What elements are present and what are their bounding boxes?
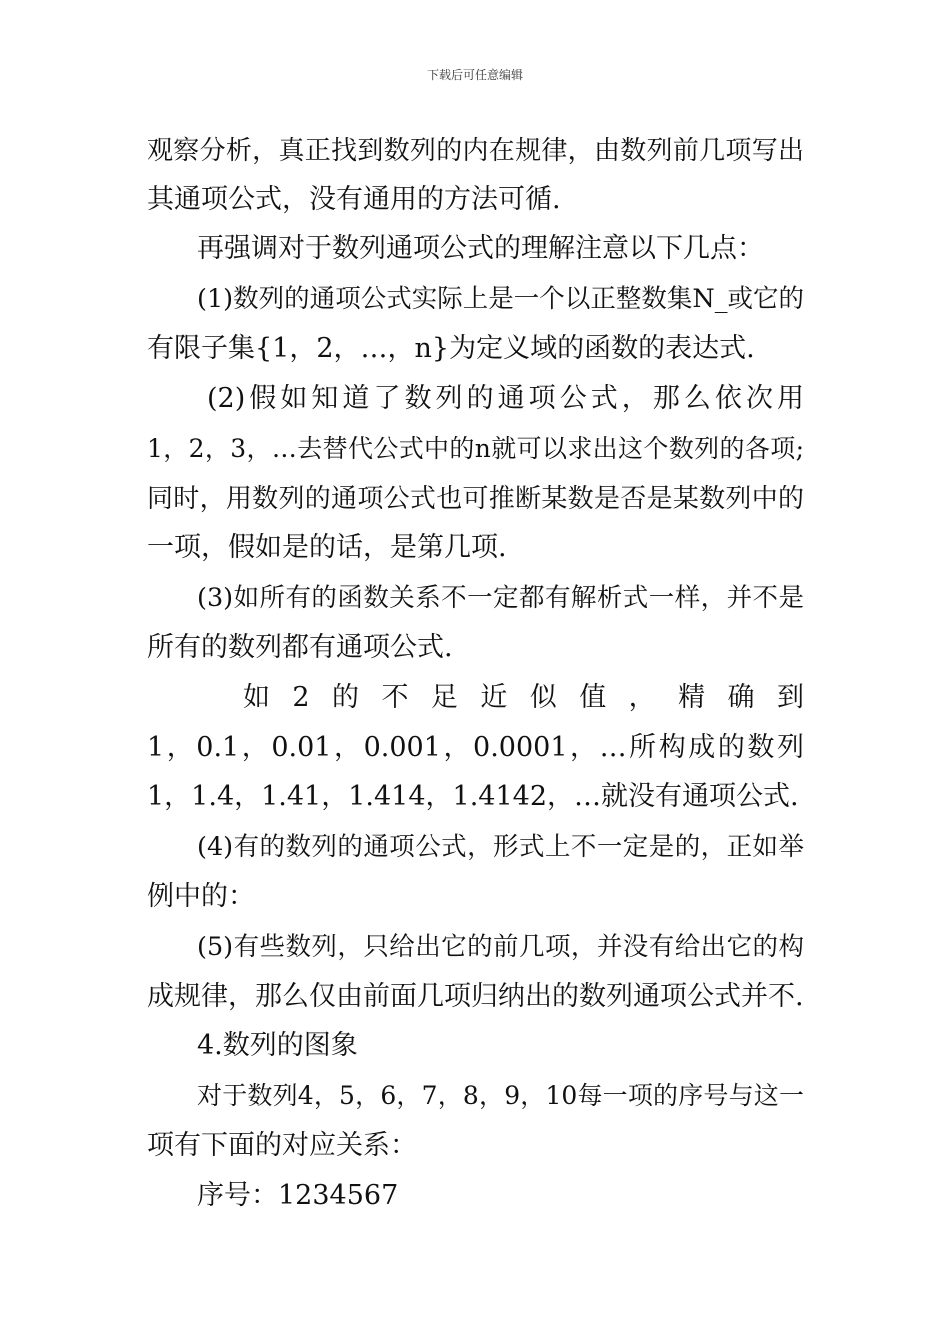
paragraph-line: 如2的不足近似值，精确到 xyxy=(243,682,804,713)
paragraph-line: (2)假如知道了数列的通项公式，那么依次用 xyxy=(207,383,804,414)
paragraph-line: (3)如所有的函数关系不一定都有解析式一样，并不是 xyxy=(197,583,804,613)
paragraph-line: 1，0.1，0.01，0.001，0.0001，…所构成的数列 xyxy=(147,732,804,763)
paragraph-line: 序号：1234567 xyxy=(197,1180,399,1211)
paragraph-line: 对于数列4，5，6，7，8，9，10每一项的序号与这一 xyxy=(197,1081,804,1110)
paragraph-line: 其通项公式，没有通用的方法可循. xyxy=(147,184,561,215)
paragraph-line: 项有下面的对应关系： xyxy=(147,1130,417,1161)
page-header: 下载后可任意编辑 xyxy=(426,68,523,82)
paragraph-line: 一项，假如是的话，是第几项. xyxy=(147,532,507,563)
paragraph-line: 观察分析，真正找到数列的内在规律，由数列前几项写出 xyxy=(147,136,804,166)
paragraph-line: 1，1.4，1.41，1.414，1.4142，…就没有通项公式. xyxy=(147,781,799,812)
section-heading: 4.数列的图象 xyxy=(197,1030,358,1061)
paragraph-line: 再强调对于数列通项公式的理解注意以下几点： xyxy=(197,233,764,264)
paragraph-line: (1)数列的通项公式实际上是一个以正整数集N_或它的 xyxy=(197,284,804,314)
paragraph-line: 1，2，3，…去替代公式中的n就可以求出这个数列的各项; xyxy=(147,434,804,463)
paragraph-line: 有限子集{1，2，…，n}为定义域的函数的表达式. xyxy=(147,333,755,364)
paragraph-line: 成规律，那么仅由前面几项归纳出的数列通项公式并不. xyxy=(147,981,804,1012)
paragraph-line: 所有的数列都有通项公式. xyxy=(147,632,453,663)
paragraph-line: 同时，用数列的通项公式也可推断某数是否是某数列中的 xyxy=(147,484,804,514)
paragraph-line: (4)有的数列的通项公式，形式上不一定是的，正如举 xyxy=(197,832,804,862)
paragraph-line: (5)有些数列，只给出它的前几项，并没有给出它的构 xyxy=(197,932,804,962)
paragraph-line: 例中的： xyxy=(147,881,255,912)
